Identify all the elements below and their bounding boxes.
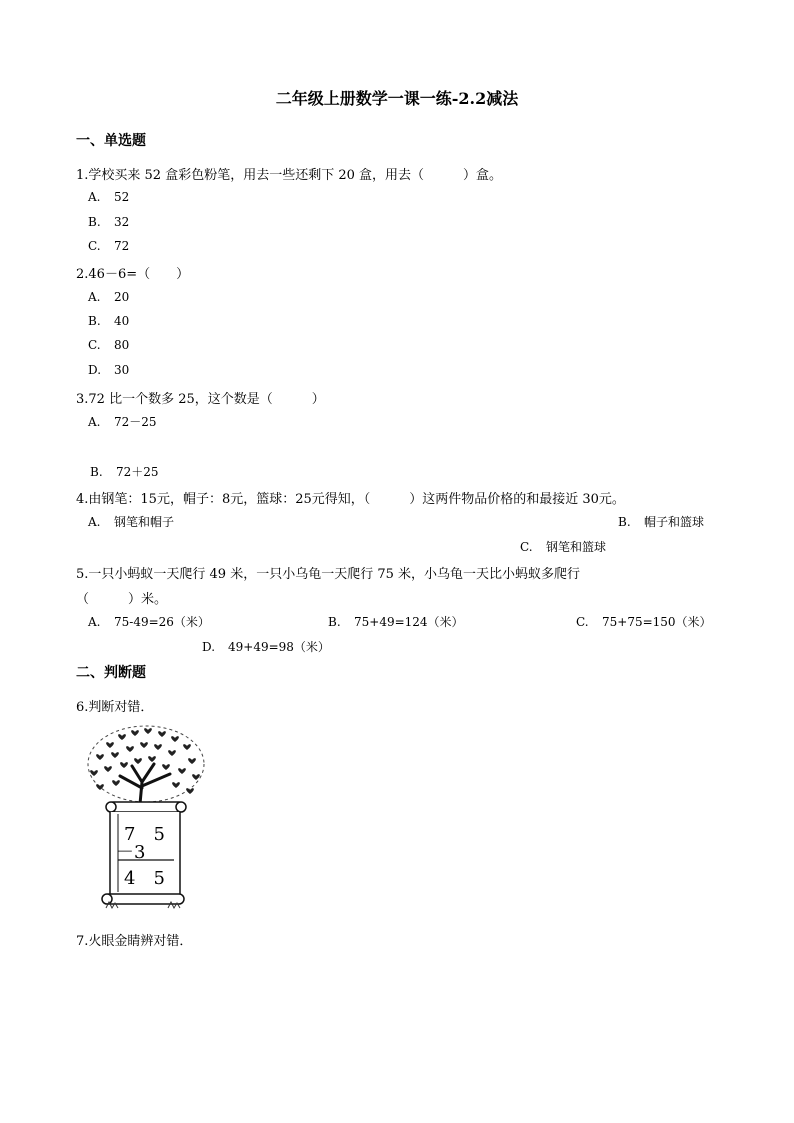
q2-option-d[interactable] [88,363,129,377]
question-4-stem: 4.由钢笔：15元，帽子：8元，篮球：25元得知，（ ）这两件物品价格的和最接近 30元。 [76,492,625,507]
q5-option-c[interactable] [576,613,712,630]
tree-scroll-illustration [80,722,210,914]
option-label: A. [88,415,101,429]
subtraction-result: 4 5 [124,868,165,889]
q5-option-d[interactable] [202,638,330,655]
option-label: C. [576,615,589,629]
option-text: 72＋25 [116,465,159,479]
q2-option-a[interactable] [88,290,129,304]
q1-option-c[interactable] [88,239,129,253]
option-label: A. [88,515,101,529]
option-text: 75+49=124（米） [354,615,464,629]
option-label: B. [88,314,101,328]
question-5-stem: 5.一只小蚂蚁一天爬行 49 米，一只小乌龟一天爬行 75 米，小乌龟一天比小蚂蚁多爬行 [76,567,581,582]
question-5-stem-continued: （ ）米。 [76,592,168,607]
option-label: C. [88,239,101,253]
option-text: 75-49=26（米） [114,615,210,629]
option-label: C. [88,338,101,352]
option-text: 49+49=98（米） [228,640,330,654]
q5-option-a[interactable] [88,613,210,630]
page-title: 二年级上册数学一课一练-2.2减法 [275,89,519,108]
question-7-stem: 7.火眼金睛辨对错． [76,934,193,949]
q1-option-a[interactable] [88,190,129,204]
question-1-stem: 1.学校买来 52 盒彩色粉笔，用去一些还剩下 20 盒，用去（ ）盒。 [76,168,503,183]
option-label: B. [90,465,103,479]
q4-option-c[interactable] [520,538,606,555]
option-text: 钢笔和帽子 [114,515,175,529]
option-label: B. [618,515,631,529]
option-text: 帽子和篮球 [644,515,705,529]
option-label: B. [88,215,101,229]
option-label: D. [88,363,102,377]
option-text: 75+75=150（米） [602,615,712,629]
option-label: C. [520,540,533,554]
option-text: 20 [114,290,130,304]
scroll-top [106,802,186,812]
option-text: 72－25 [114,415,157,429]
question-2-stem: 2.46－6=（ ） [76,267,190,282]
option-label: D. [202,640,216,654]
q2-option-b[interactable] [88,314,129,328]
q4-option-a[interactable] [88,513,174,530]
subtraction-minuend: 7 5 [124,824,165,845]
option-text: 40 [114,314,130,328]
section-heading-single-choice: 一、单选题 [76,133,146,149]
option-text: 80 [114,338,130,352]
question-3-stem: 3.72 比一个数多 25，这个数是（ ） [76,392,325,407]
option-label: A. [88,615,101,629]
q2-option-c[interactable] [88,338,129,352]
option-label: B. [328,615,341,629]
subtraction-subtrahend: －3 [116,842,146,863]
option-text: 52 [114,190,130,204]
option-text: 32 [114,215,130,229]
option-text: 30 [114,363,130,377]
section-heading-true-false: 二、判断题 [76,665,146,681]
option-label: A. [88,190,101,204]
q4-option-b[interactable] [618,513,704,530]
option-label: A. [88,290,101,304]
q3-option-a[interactable] [88,413,157,430]
q5-option-b[interactable] [328,613,464,630]
q3-option-b[interactable] [90,463,159,480]
question-6-stem: 6.判断对错． [76,700,154,715]
option-text: 72 [114,239,130,253]
q1-option-b[interactable] [88,215,129,229]
option-text: 钢笔和篮球 [546,540,607,554]
tree-canopy [88,726,204,802]
